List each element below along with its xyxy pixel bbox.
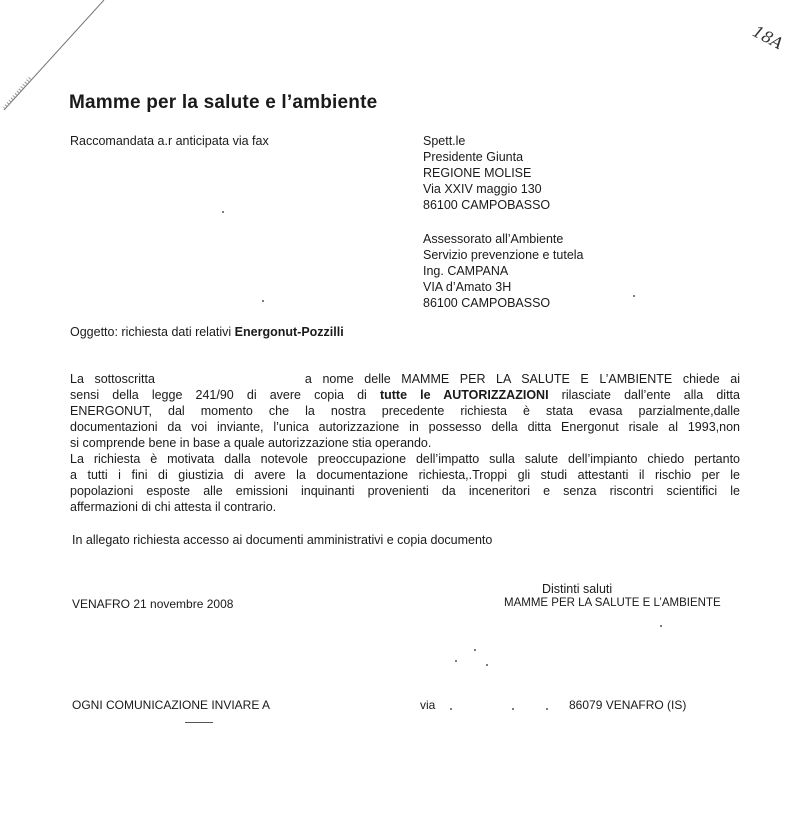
closing-signature: MAMME PER LA SALUTE E L’AMBIENTE [504, 597, 721, 609]
body-line: sensi della legge 241/90 di avere copia di tutte le AUTORIZZAZIONI rilasciate dall’ente alla ditta [70, 388, 740, 402]
date-line: VENAFRO 21 novembre 2008 [72, 597, 234, 611]
letter-body [70, 371, 740, 515]
body-line: a tutti i fini di giustizia di avere la documentazione richiesta,.Troppi gli studi attestanti il rischio per le [70, 468, 740, 482]
scan-speck [486, 664, 488, 666]
subject-label: Oggetto: richiesta dati relativi [70, 325, 235, 339]
scan-speck [546, 708, 548, 710]
scan-speck [185, 722, 213, 723]
body-line: affermazioni di chi attesta il contrario. [70, 500, 277, 514]
body-line: La richiesta è motivata dalla notevole preoccupazione dell’impatto sulla salute dell’impianto chiedo pertanto [70, 452, 740, 466]
closing-greeting: Distinti saluti [542, 582, 613, 596]
recipient-line: Presidente Giunta [423, 150, 524, 164]
scan-speck [450, 708, 452, 710]
recipient-line: REGIONE MOLISE [423, 166, 532, 180]
recipient-address [423, 133, 683, 311]
recipient-line: Ing. CAMPANA [423, 264, 509, 278]
recipient-line: VIA d’Amato 3H [423, 280, 512, 294]
letterhead-title: Mamme per la salute e l’ambiente [69, 92, 378, 113]
scan-speck [512, 708, 514, 710]
scan-speck [262, 300, 264, 302]
handwritten-note: 18A [749, 21, 787, 54]
recipient-line: Via XXIV maggio 130 [423, 182, 542, 196]
body-line: popolazioni esposte alle emissioni inquinanti provenienti da inceneritori e senza riscontri scientifici le [70, 484, 740, 498]
footer-via-label: via [420, 698, 436, 712]
scan-speck [474, 649, 476, 651]
subject-line [70, 325, 344, 339]
recipient-line: Assessorato all’Ambiente [423, 232, 564, 246]
sender-note: Raccomandata a.r anticipata via fax [70, 134, 269, 148]
body-line: La sottoscritta a nome delle MAMME PER LA SALUTE E L’AMBIENTE chiede ai [70, 372, 740, 386]
footer-contact-label: OGNI COMUNICAZIONE INVIARE A [72, 698, 271, 712]
body-line: si comprende bene in base a quale autorizzazione stia operando. [70, 436, 432, 450]
recipient-line: 86100 CAMPOBASSO [423, 296, 551, 310]
scan-speck [455, 660, 457, 662]
recipient-line: Spett.le [423, 134, 466, 148]
attachment-note: In allegato richiesta accesso ai documenti amministrativi e copia documento [72, 533, 493, 547]
scan-speck [633, 295, 635, 297]
recipient-line: 86100 CAMPOBASSO [423, 198, 551, 212]
body-line: ENERGONUT, dal momento che la nostra precedente richiesta è stata evasa parzialmente,dalle [70, 404, 740, 418]
footer-city: 86079 VENAFRO (IS) [569, 698, 687, 712]
body-line: documentazioni da voi inviante, l’unica autorizzazione in possesso della ditta Energonut risale al 1993,non [70, 420, 740, 434]
scan-speck [660, 625, 662, 627]
scan-speck [222, 211, 224, 213]
subject-topic: Energonut-Pozzilli [234, 325, 344, 339]
recipient-line: Servizio prevenzione e tutela [423, 248, 584, 262]
